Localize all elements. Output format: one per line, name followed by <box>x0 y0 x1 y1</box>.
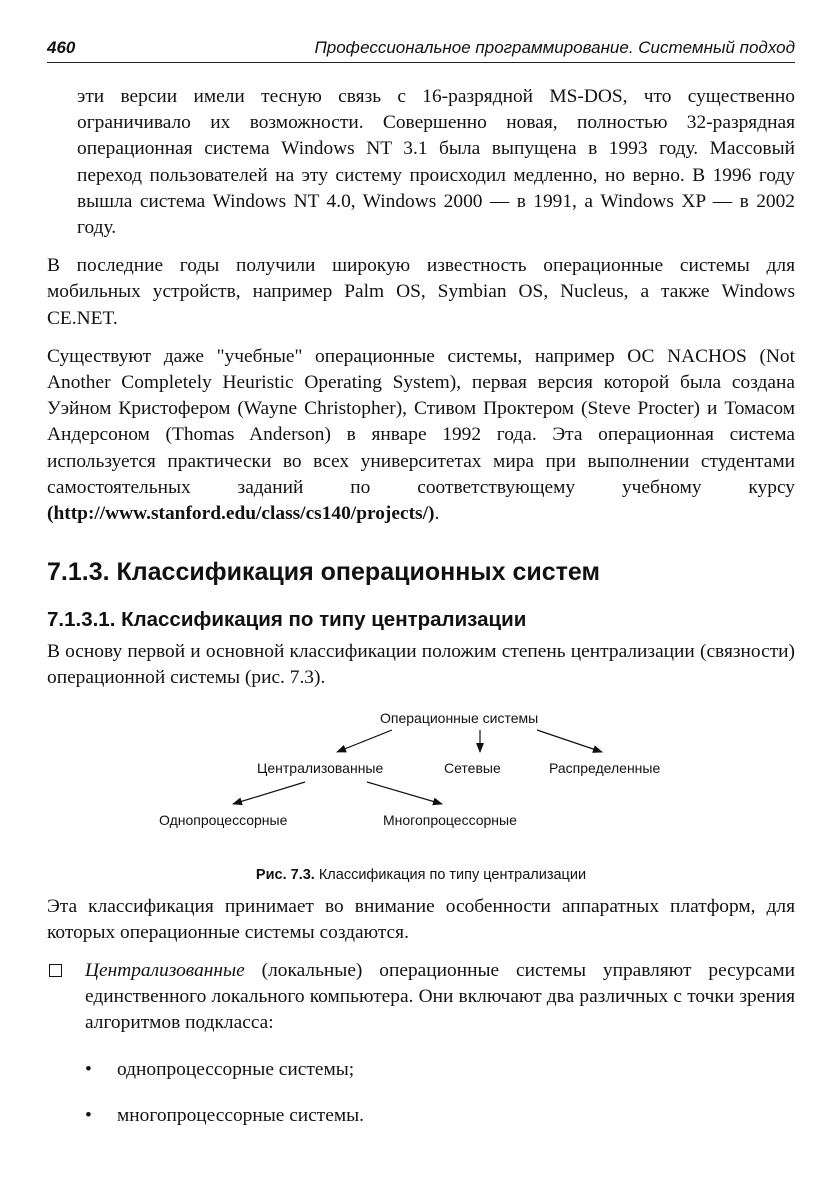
running-header <box>47 38 795 63</box>
section-heading: 7.1.3. Классификация операционных систем <box>47 558 600 587</box>
list-item-centralized-text: (локальные) операционные системы управляют ресурсами единственного локального компьютера. Они включают два различных с точки зрения алгоритмов подкласса: <box>85 960 795 1034</box>
arrow-root-to-centralized <box>337 730 392 752</box>
arrow-centralized-to-multi <box>367 782 442 804</box>
paragraph-educational-os <box>47 344 795 527</box>
node-centralized: Централизованные <box>257 759 384 776</box>
arrow-root-to-distributed <box>537 730 602 752</box>
checkbox-bullet-icon <box>49 964 62 977</box>
figure-classification-diagram <box>47 704 795 894</box>
paragraph-classification-basis: В основу первой и основной классификации положим степень централизации (связности) операционной системы (рис. 7.3). <box>47 641 795 689</box>
subsection-heading: 7.1.3.1. Классификация по типу централизации <box>47 608 527 632</box>
node-distributed: Распределенные <box>549 759 661 776</box>
bullet-list <box>47 1057 795 1129</box>
figure-caption <box>47 862 795 888</box>
node-network: Сетевые <box>444 759 501 776</box>
arrow-centralized-to-uni <box>233 782 305 804</box>
paragraph-educational-os-text: Существуют даже "учебные" операционные системы, например ОС NACHOS (Not Another Completely Heuristic Operating System), первая версия которой была создана Уэйном Кристофером (Wayne Christopher), Стивом Проктером (Steve Procter) и Томасом Андерсоном (Thomas Anderson) в январе 1992 года. Эта операционная система используется практически во всех университетах мира при выполнении студентами самостоятельных заданий по соответствующему учебному курсу <box>47 345 795 498</box>
figure-caption-label: Рис. 7.3. <box>255 866 315 883</box>
running-title: Профессиональное программирование. Системный подход <box>314 38 795 57</box>
node-operating-systems: Операционные системы <box>380 709 539 726</box>
node-uniprocessor: Однопроцессорные <box>159 811 288 828</box>
paragraph-hardware-platforms: Эта классификация принимает во внимание особенности аппаратных платформ, для которых операционные системы создаются. <box>47 895 795 943</box>
page-body <box>47 84 795 1129</box>
paragraph-end-period: . <box>434 503 440 525</box>
bullet-item-uniprocessor: • однопроцессорные системы; <box>47 1057 795 1083</box>
bullet-item-multiprocessor: • многопроцессорные системы. <box>47 1103 795 1129</box>
term-centralized: Централизованные <box>85 960 245 982</box>
figure-caption-text: Классификация по типу централизации <box>318 866 587 883</box>
paragraph-mobile-os: В последние годы получили широкую известность операционные системы для мобильных устройств, например Palm OS, Symbian OS, Nucleus, а также Windows CE.NET. <box>47 255 795 329</box>
node-multiprocessor: Многопроцессорные <box>383 811 517 828</box>
diagram-arrows <box>47 704 795 854</box>
stanford-link[interactable]: (http://www.stanford.edu/class/cs140/projects/) <box>47 503 435 525</box>
list-item-centralized <box>47 958 795 1037</box>
page-number: 460 <box>47 38 76 57</box>
paragraph-windows-versions: эти версии имели тесную связь с 16-разрядной MS-DOS, что существенно ограничивало их возможности. Совершенно новая, полностью 32-разрядная операционная система Windows NT 3.1 была выпущена в 1993 году. Массовый переход пользователей на эту систему происходил медленно, но верно. В 1996 году вышла система Windows NT 4.0, Windows 2000 — в 1991, а Windows XP — в 2002 году. <box>77 86 795 239</box>
